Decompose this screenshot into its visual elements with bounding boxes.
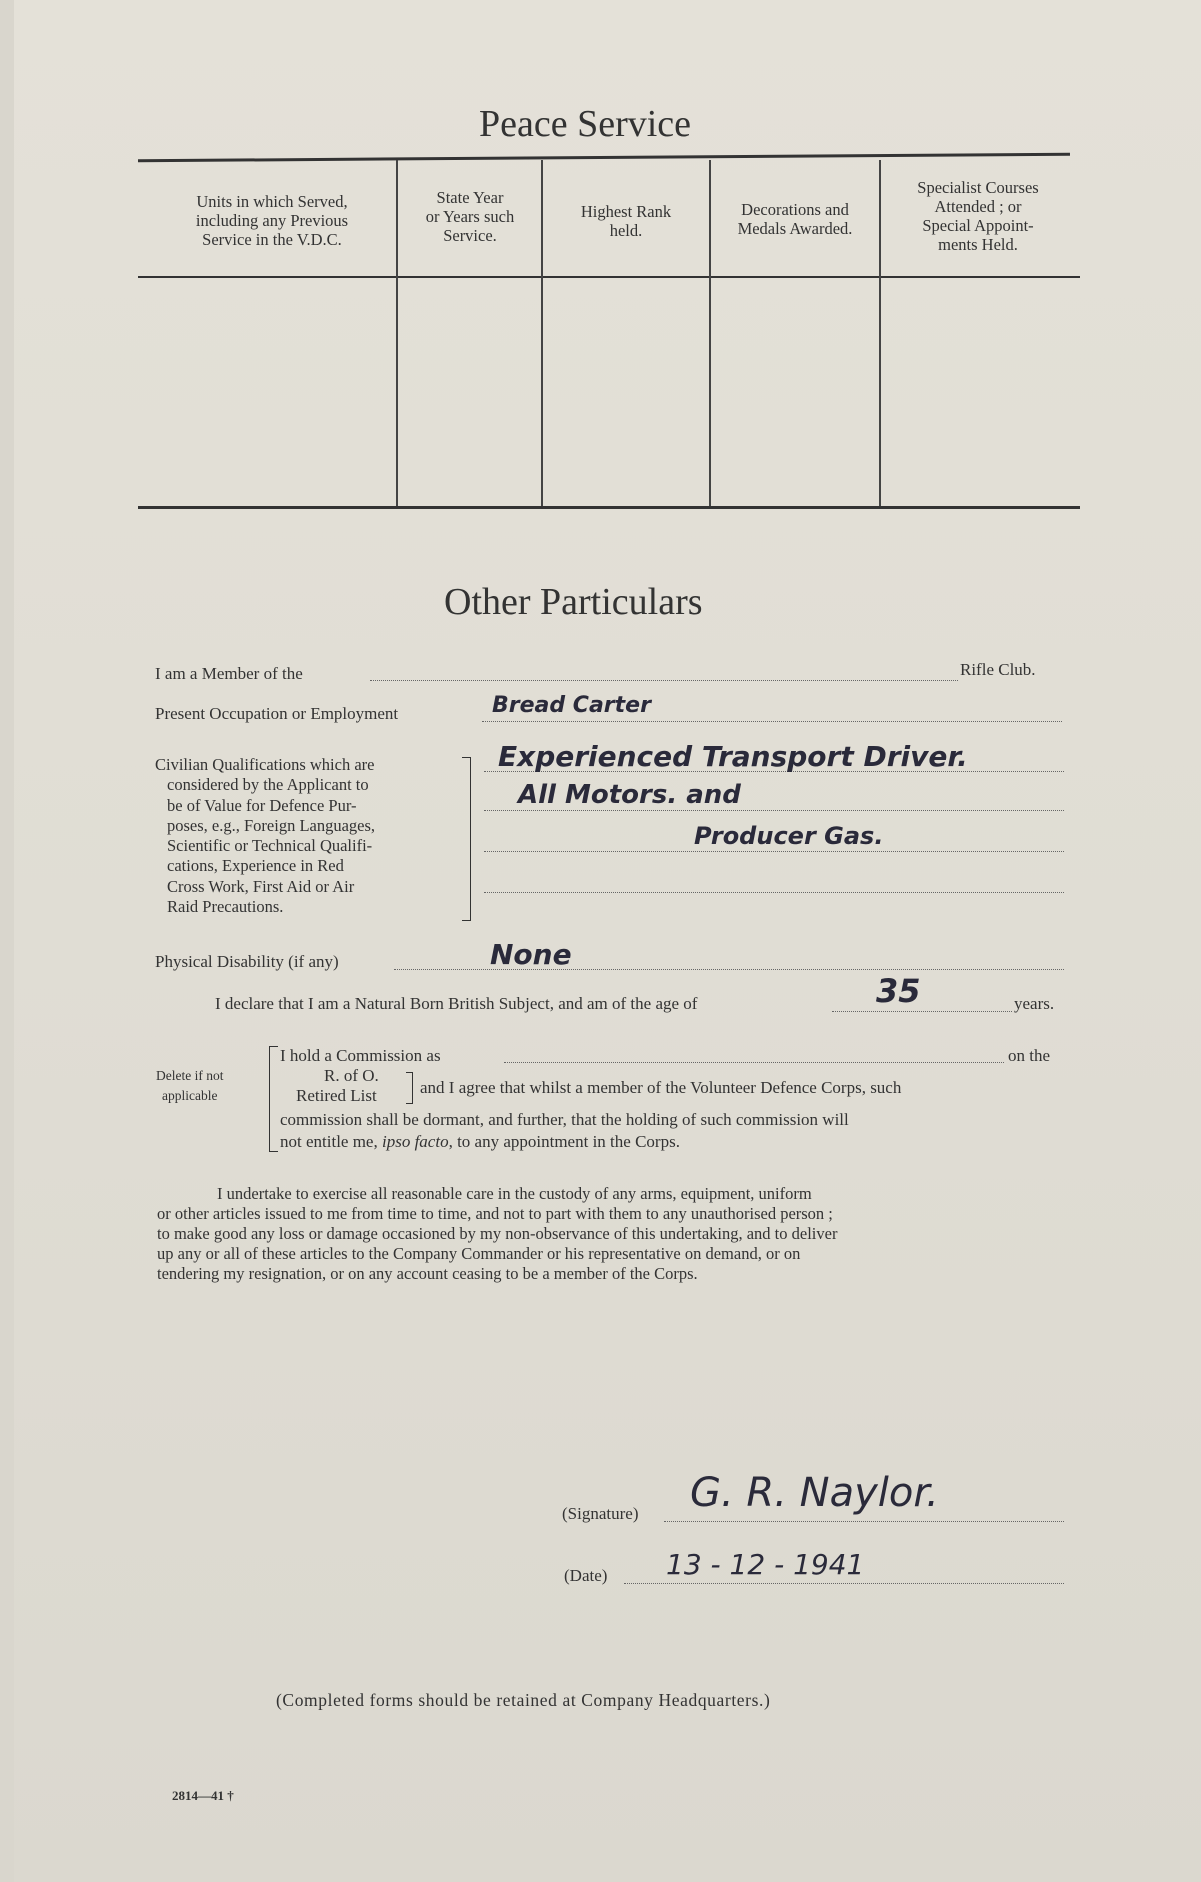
other-particulars-title: Other Particulars — [444, 581, 703, 623]
member-field[interactable] — [370, 680, 958, 681]
table-bottom-rule — [138, 506, 1080, 509]
commission-label: I hold a Commission as — [280, 1046, 441, 1065]
date-value: 13 - 12 - 1941 — [666, 1548, 865, 1581]
civil-value-3: Producer Gas. — [694, 822, 884, 850]
civil-brace — [462, 757, 471, 921]
footer-note: (Completed forms should be retained at Company Headquarters.) — [276, 1690, 771, 1710]
table-divider — [541, 160, 543, 506]
commission-line4: not entitle me, ipso facto, to any appointment in the Corps. — [280, 1132, 680, 1151]
occupation-value: Bread Carter — [492, 693, 651, 718]
member-label: I am a Member of the — [155, 664, 303, 683]
age-value: 35 — [876, 972, 921, 1010]
table-header-rule — [138, 276, 1080, 278]
commission-line3: commission shall be dormant, and further, that the holding of such commission will — [280, 1110, 849, 1129]
civil-value-2: All Motors. and — [518, 780, 741, 810]
peace-service-title: Peace Service — [479, 103, 692, 145]
form-number: 2814—41 † — [172, 1788, 234, 1803]
col-rank-header: Highest Rank held. — [580, 202, 672, 240]
civil-field-3[interactable] — [484, 851, 1064, 852]
signature-value: G. R. Naylor. — [690, 1470, 939, 1516]
civil-field-4[interactable] — [484, 892, 1064, 893]
table-divider — [879, 160, 881, 506]
declare-label: I declare that I am a Natural Born British Subject, and am of the age of — [215, 994, 698, 1013]
signature-field[interactable] — [664, 1521, 1064, 1522]
age-field[interactable] — [832, 1011, 1012, 1012]
signature-label: (Signature) — [562, 1504, 639, 1523]
retired-brace — [406, 1072, 413, 1104]
member-suffix: Rifle Club. — [960, 660, 1036, 679]
occupation-field[interactable] — [482, 721, 1062, 722]
col-year-header: State Year or Years such Service. — [425, 188, 515, 245]
civil-field-2[interactable] — [484, 810, 1064, 811]
disability-label: Physical Disability (if any) — [155, 952, 339, 971]
commission-agree: and I agree that whilst a member of the Volunteer Defence Corps, such — [420, 1078, 902, 1097]
table-divider — [709, 160, 711, 506]
commission-brace-left — [269, 1046, 278, 1152]
commission-field[interactable] — [504, 1062, 1004, 1063]
table-divider — [396, 160, 398, 506]
occupation-label: Present Occupation or Employment — [155, 704, 399, 723]
civil-qualifications-label: Civilian Qualifications which are considered by the Applicant to be of Value for Defence Pur- poses, e.g., Foreign Languages, Scientific or Technical Qualifi- cations, Experience in Red Cross Work, First Aid or Air Raid Precautions. — [155, 755, 376, 917]
col-decorations-header: Decorations and Medals Awarded. — [737, 200, 853, 238]
delete-note: Delete if not applicable — [156, 1068, 224, 1103]
commission-suffix: on the — [1008, 1046, 1051, 1065]
retired-label: Retired List — [296, 1086, 377, 1105]
form-page — [14, 0, 1201, 1882]
ro-label: R. of O. — [324, 1066, 379, 1085]
civil-value-1: Experienced Transport Driver. — [498, 740, 968, 773]
col-units-header: Units in which Served, including any Previous Service in the V.D.C. — [195, 192, 349, 249]
disability-value: None — [490, 938, 572, 971]
date-label: (Date) — [564, 1566, 608, 1585]
col-specialist-header: Specialist Courses Attended ; or Special Appoint- ments Held. — [917, 178, 1039, 254]
declare-suffix: years. — [1014, 994, 1055, 1013]
undertaking-paragraph: I undertake to exercise all reasonable care in the custody of any arms, equipment, uniform or other articles issued to me from time to time, and not to part with them to any unauthorised person ; to make good any loss or damage occasioned by my non-observance of this undertaking, and to deliver up any or all of these articles to the Company Commander or his representative on demand, or on tendering my resignation, or on any account ceasing to be a member of the Corps. — [157, 1184, 838, 1283]
date-field[interactable] — [624, 1583, 1064, 1584]
table-top-rule — [138, 153, 1070, 163]
